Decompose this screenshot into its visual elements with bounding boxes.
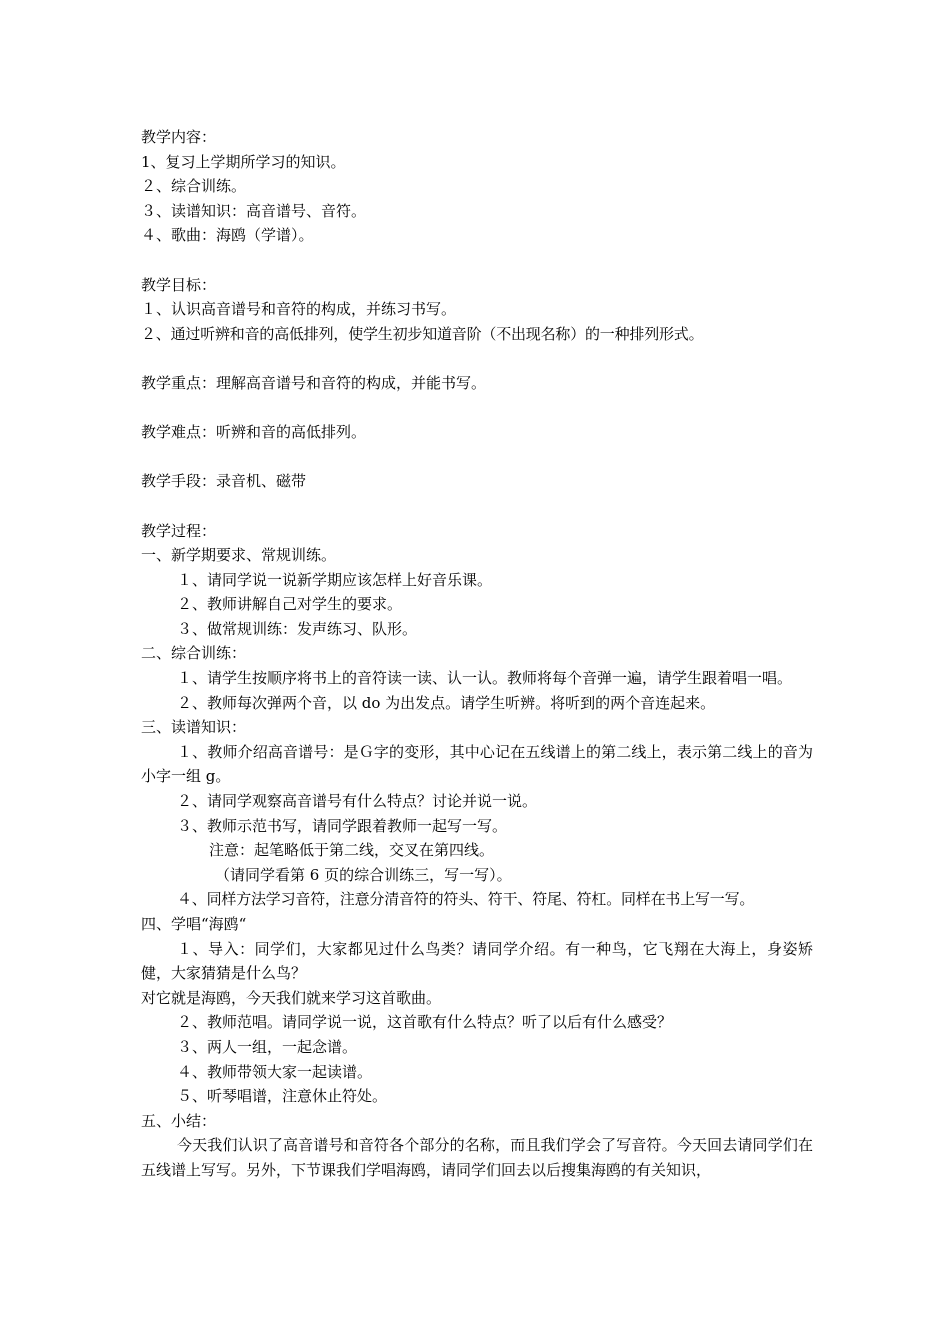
part1-item: ３、做常规训练：发声练习、队形。	[177, 619, 418, 638]
part5-paragraph: 今天我们认识了高音谱号和音符各个部分的名称，而且我们学会了写音符。今天回去请同学们在五线谱上写写。另外，下节课我们学唱海鸥，请同学们回去以后搜集海鸥的有关知识，	[141, 1136, 813, 1179]
part1-item: １、请同学说一说新学期应该怎样上好音乐课。	[177, 570, 493, 589]
part4-item: ４、教师带领大家一起读谱。	[177, 1062, 373, 1081]
content-item: ３、读谱知识：高音谱号、音符。	[141, 201, 367, 220]
part2-paragraph: １、请学生按顺序将书上的音符读一读、认一认。教师将每个音弹一遍，请学生跟着唱一唱。	[177, 669, 793, 688]
spacer	[141, 346, 813, 371]
goals-heading: 教学目标：	[141, 275, 217, 294]
spacer	[141, 248, 813, 273]
part3-item: ３、教师示范书写，请同学跟着教师一起写一写。	[177, 816, 508, 835]
part4-item: ２、教师范唱。请同学说一说，这首歌有什么特点？听了以后有什么感受？	[177, 1013, 673, 1032]
part5-title: 五、小结：	[141, 1111, 217, 1130]
part4-continuation: 对它就是海鸥，今天我们就来学习这首歌曲。	[141, 988, 442, 1007]
content-heading: 教学内容：	[141, 128, 217, 146]
part3-note: （请同学看第 6 页的综合训练三，写一写）。	[215, 865, 512, 884]
part4-paragraph: １、导入：同学们，大家都见过什么鸟类？请同学介绍。有一种鸟，它飞翔在大海上，身姿矫健，大家猜猜是什么鸟？	[141, 939, 813, 983]
part2-item: ２、教师每次弹两个音，以 do 为出发点。请学生听辨。将听到的两个音连起来。	[177, 693, 716, 712]
part3-note: 注意：起笔略低于第二线，交叉在第四线。	[209, 841, 495, 860]
content-item: ４、歌曲：海鸥（学谱）。	[141, 226, 314, 245]
goal-item: １、认识高音谱号和音符的构成，并练习书写。	[141, 300, 457, 319]
part1-item: ２、教师讲解自己对学生的要求。	[177, 595, 403, 614]
part3-item: ２、请同学观察高音谱号有什么特点？讨论并说一说。	[177, 792, 538, 811]
part2-title: 二、综合训练：	[141, 644, 247, 663]
spacer	[141, 445, 813, 470]
content-item: ２、综合训练。	[141, 177, 247, 196]
difficulty: 教学难点：听辨和音的高低排列。	[141, 423, 367, 442]
spacer	[141, 396, 813, 421]
content-item: 1、复习上学期所学习的知识。	[141, 152, 346, 171]
spacer	[141, 494, 813, 519]
goal-item: ２、通过听辨和音的高低排列，使学生初步知道音阶（不出现名称）的一种排列形式。	[141, 324, 704, 343]
process-heading: 教学过程：	[141, 521, 217, 540]
part4-title: 四、学唱“海鸥“	[141, 915, 247, 933]
part3-item: ４、同样方法学习音符，注意分清音符的符头、符干、符尾、符杠。同样在书上写一写。	[177, 890, 755, 909]
part4-item: ５、听琴唱谱，注意休止符处。	[177, 1087, 388, 1106]
part3-paragraph: １、教师介绍高音谱号：是Ｇ字的变形，其中心记在五线谱上的第二线上，表示第二线上的音为小字一组 g。	[141, 742, 813, 786]
part3-title: 三、读谱知识：	[141, 718, 247, 737]
key-point: 教学重点：理解高音谱号和音符的构成，并能书写。	[141, 373, 487, 392]
teaching-means: 教学手段：录音机、磁带	[141, 472, 307, 491]
part1-title: 一、新学期要求、常规训练。	[141, 546, 337, 565]
document-body	[141, 125, 813, 1183]
part4-item: ３、两人一组，一起念谱。	[177, 1037, 358, 1056]
